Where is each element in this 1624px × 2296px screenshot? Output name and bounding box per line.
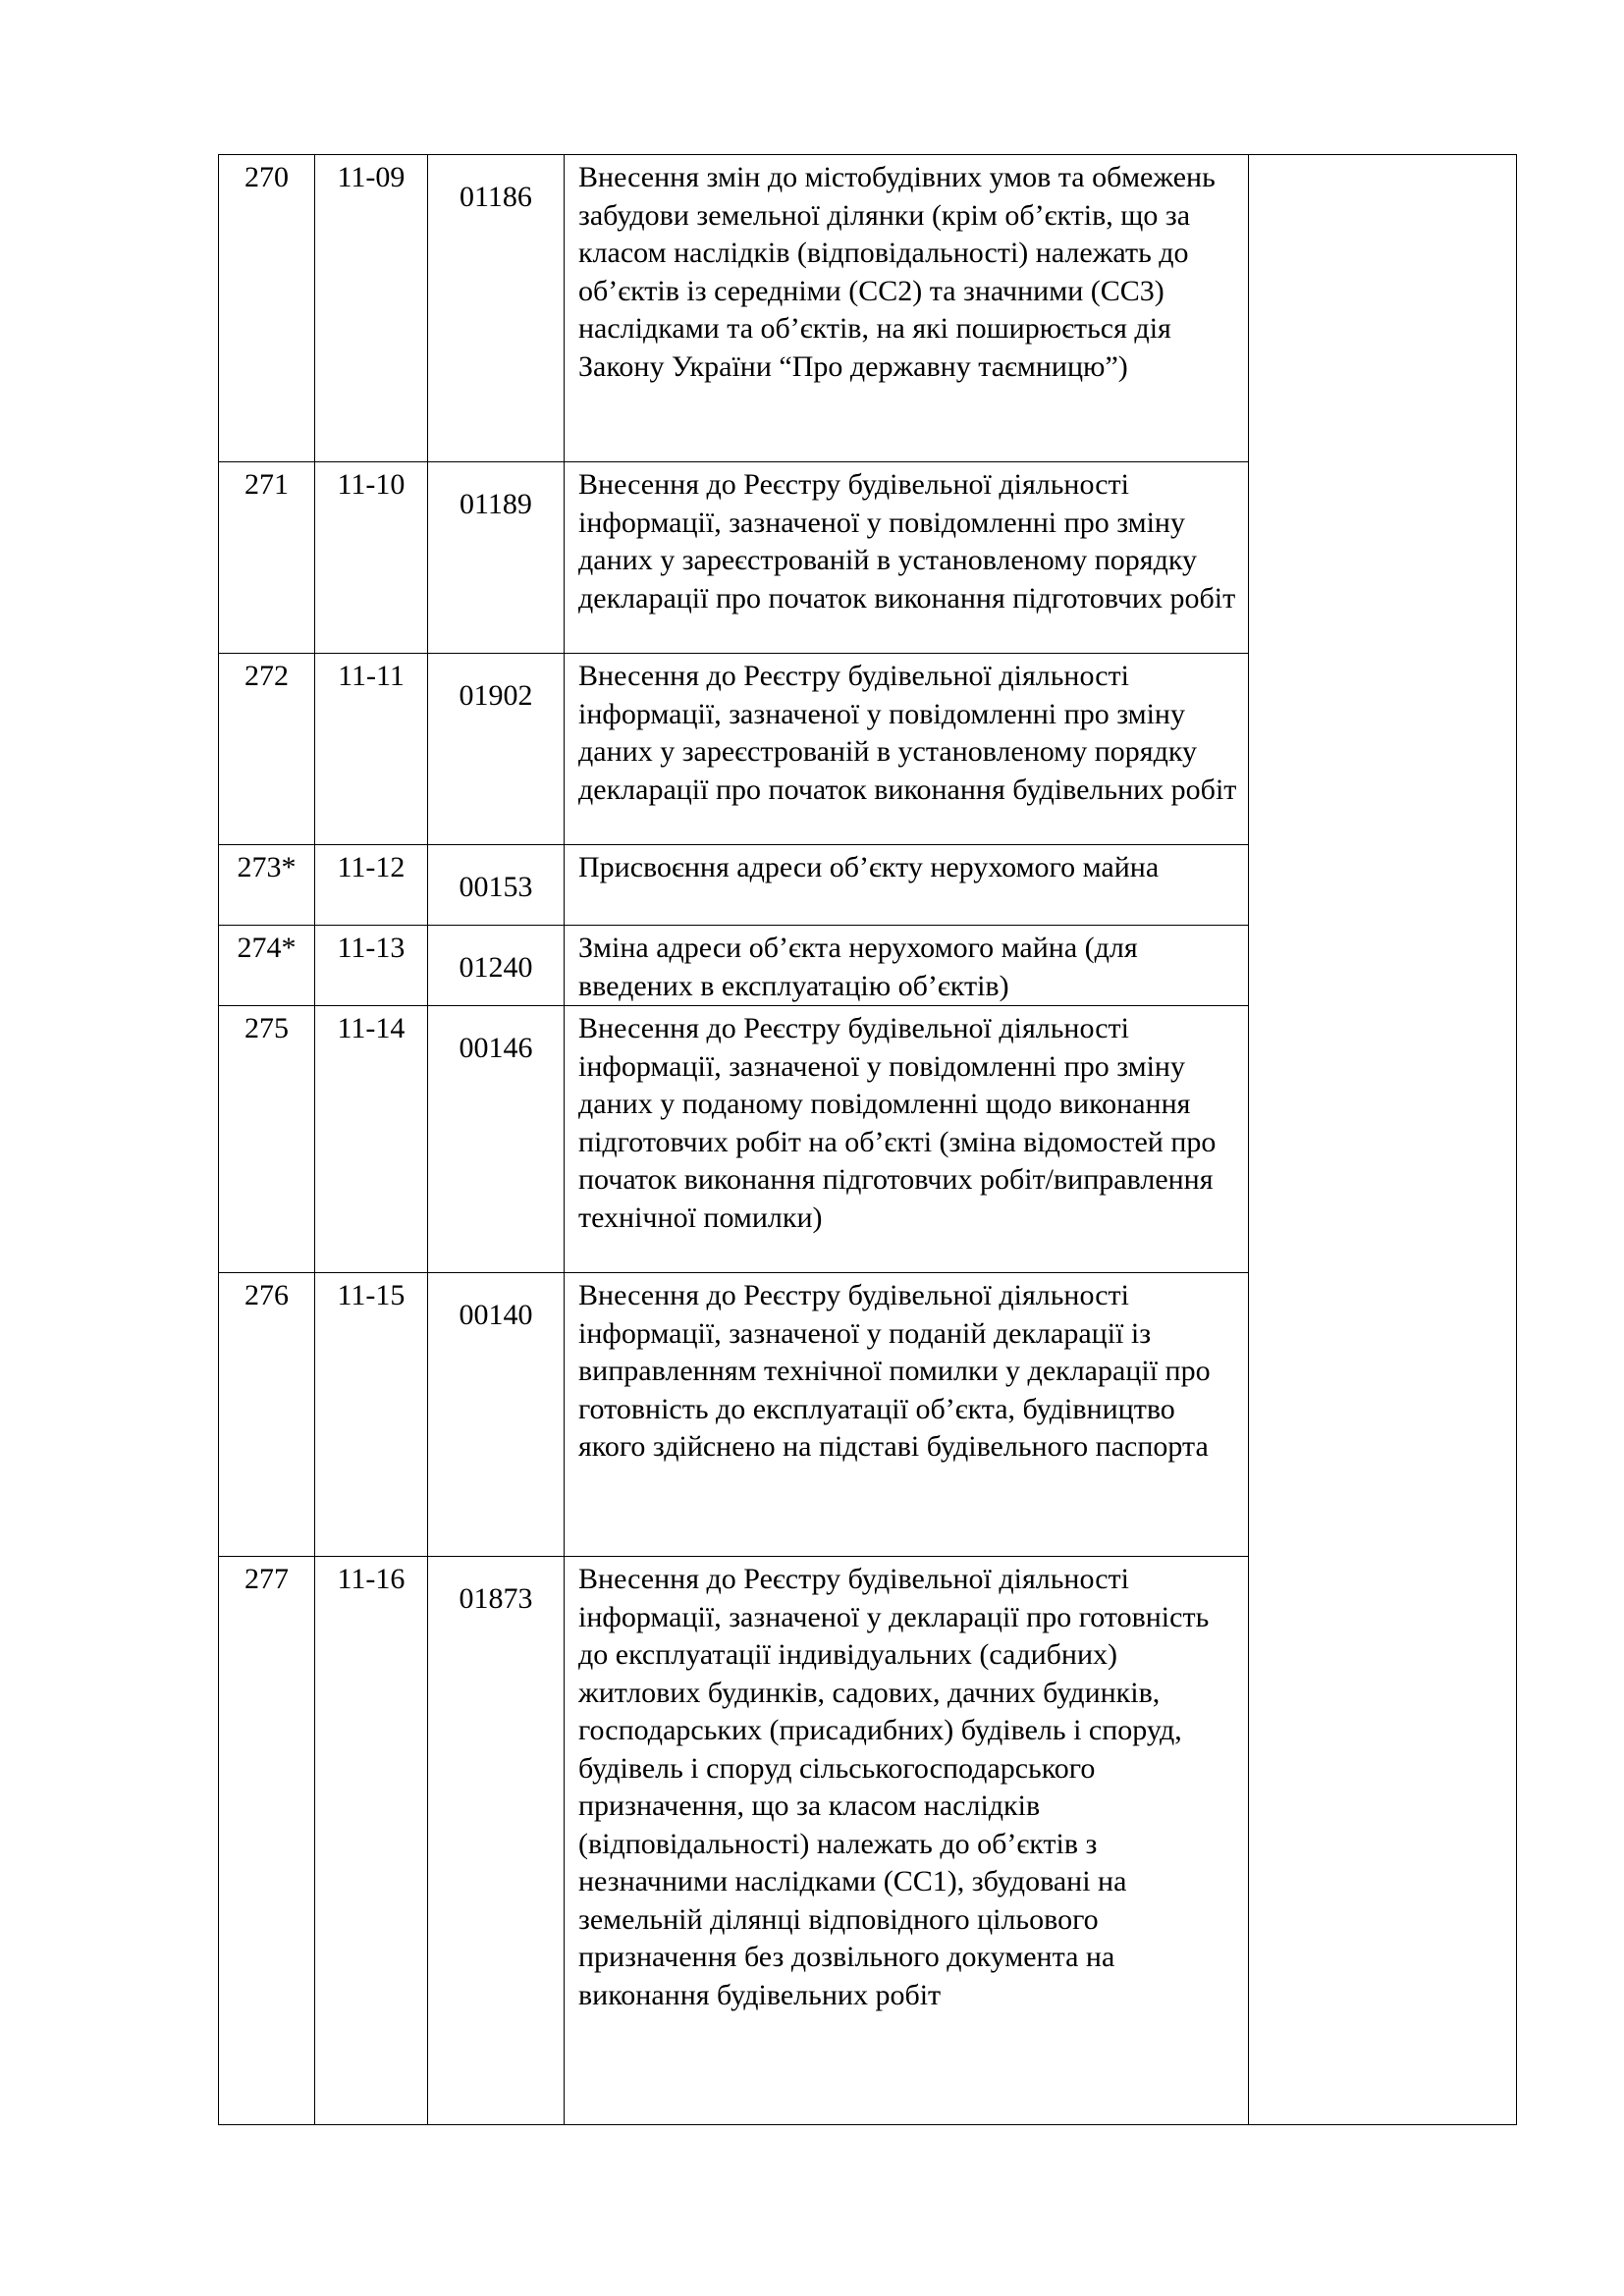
service-id: 01873	[428, 1557, 565, 2125]
service-id: 00146	[428, 1006, 565, 1273]
row-number: 277	[219, 1557, 315, 2125]
service-id: 01902	[428, 654, 565, 845]
services-table-body	[219, 155, 1517, 2125]
service-description: Внесення до Реєстру будівельної діяльності інформації, зазначеної у повідомленні про зміну даних у зареєстрованій в установленому порядку декларації про початок виконання підготовчих робіт	[565, 462, 1249, 654]
service-code: 11-11	[315, 654, 428, 845]
row-number: 275	[219, 1006, 315, 1273]
row-number: 273*	[219, 845, 315, 926]
service-description: Зміна адреси об’єкта нерухомого майна (для введених в експлуатацію об’єктів)	[565, 926, 1249, 1006]
service-description: Присвоєння адреси об’єкту нерухомого майна	[565, 845, 1249, 926]
service-id: 00140	[428, 1273, 565, 1557]
row-number: 272	[219, 654, 315, 845]
service-code: 11-12	[315, 845, 428, 926]
service-description: Внесення до Реєстру будівельної діяльності інформації, зазначеної у поданій декларації із виправленням технічної помилки у декларації про готовність до експлуатації об’єкта, будівництво якого здійснено на підставі будівельного паспорта	[565, 1273, 1249, 1557]
service-description: Внесення до Реєстру будівельної діяльності інформації, зазначеної у повідомленні про зміну даних у зареєстрованій в установленому порядку декларації про початок виконання будівельних робіт	[565, 654, 1249, 845]
empty-column-cell	[1249, 155, 1517, 2125]
service-code: 11-15	[315, 1273, 428, 1557]
service-id: 00153	[428, 845, 565, 926]
service-description: Внесення до Реєстру будівельної діяльності інформації, зазначеної у декларації про готовність до експлуатації індивідуальних (садибних) житлових будинків, садових, дачних будинків, господарських (присадибних) будівель і споруд, будівель і споруд сільськогосподарського призначення, що за класом наслідків (відповідальності) належать до об’єктів з незначними наслідками (СС1), збудовані на земельній ділянці відповідного цільового призначення без дозвільного документа на виконання будівельних робіт	[565, 1557, 1249, 2125]
service-code: 11-09	[315, 155, 428, 462]
service-id: 01189	[428, 462, 565, 654]
row-number: 276	[219, 1273, 315, 1557]
service-code: 11-13	[315, 926, 428, 1006]
service-code: 11-14	[315, 1006, 428, 1273]
service-description: Внесення змін до містобудівних умов та обмежень забудови земельної ділянки (крім об’єктів, що за класом наслідків (відповідальності) належать до об’єктів із середніми (СС2) та значними (СС3) наслідками та об’єктів, на які поширюється дія Закону України “Про державну таємницю”)	[565, 155, 1249, 462]
services-table	[218, 154, 1517, 2125]
service-id: 01186	[428, 155, 565, 462]
row-number: 270	[219, 155, 315, 462]
row-number: 274*	[219, 926, 315, 1006]
table-row	[219, 155, 1517, 462]
service-code: 11-10	[315, 462, 428, 654]
row-number: 271	[219, 462, 315, 654]
service-code: 11-16	[315, 1557, 428, 2125]
service-id: 01240	[428, 926, 565, 1006]
service-description: Внесення до Реєстру будівельної діяльності інформації, зазначеної у повідомленні про зміну даних у поданому повідомленні щодо виконання підготовчих робіт на об’єкті (зміна відомостей про початок виконання підготовчих робіт/виправлення технічної помилки)	[565, 1006, 1249, 1273]
